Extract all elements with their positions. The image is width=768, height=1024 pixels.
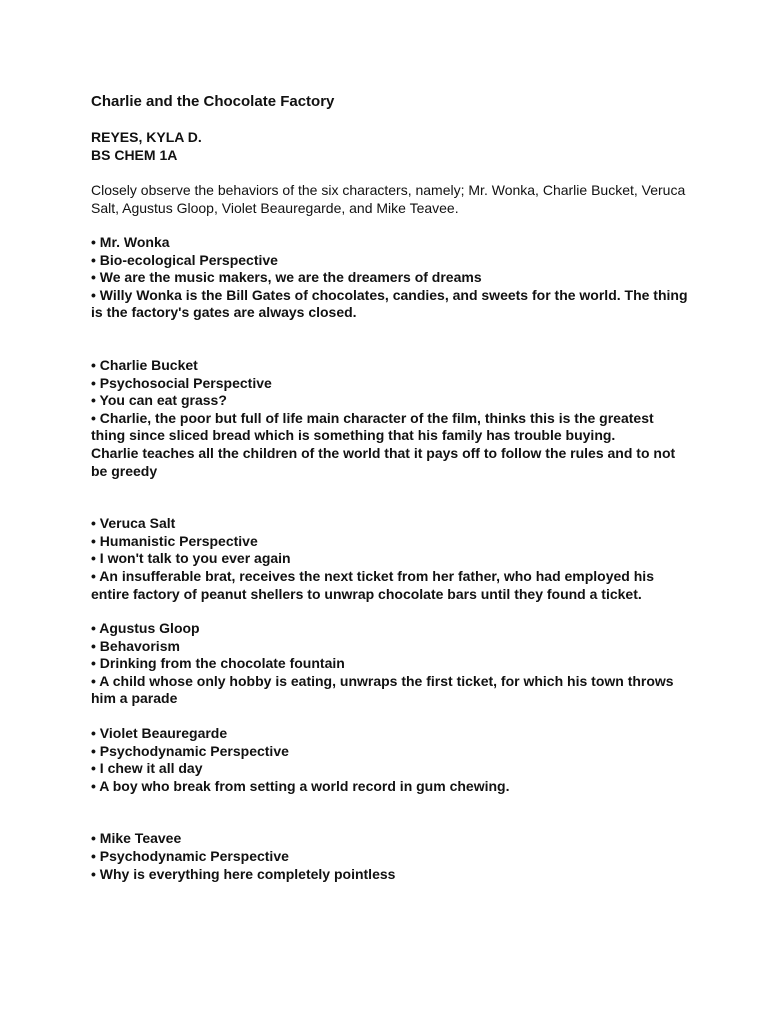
character-quote: • Why is everything here completely pointless: [91, 865, 396, 882]
section-spacer: [91, 603, 691, 620]
section-violet-beauregarde: [91, 725, 691, 795]
character-extra: Charlie teaches all the children of the world that it pays off to follow the rules and to not be greedy: [91, 444, 676, 479]
character-perspective: • Psychodynamic Perspective: [91, 848, 289, 865]
character-description: • An insufferable brat, receives the next ticket from her father, who had employed his entire factory of peanut shellers to unwrap chocolate bars until they found a ticket.: [91, 567, 654, 602]
character-perspective: • Behavorism: [91, 637, 180, 654]
character-name: • Mike Teavee: [91, 830, 182, 847]
character-quote: • I chew it all day: [91, 760, 203, 777]
character-description: • Charlie, the poor but full of life main character of the film, thinks this is the greatest thing since sliced bread which is something that his family has trouble buying.: [91, 409, 654, 444]
character-name: • Charlie Bucket: [91, 356, 198, 373]
character-perspective: • Bio-ecological Perspective: [91, 251, 278, 268]
character-quote: • We are the music makers, we are the dreamers of dreams: [91, 269, 482, 286]
document-title: Charlie and the Chocolate Factory: [91, 93, 335, 110]
course-name: BS CHEM 1A: [91, 147, 178, 163]
document-content: [91, 93, 691, 883]
intro-paragraph: Closely observe the behaviors of the six characters, namely; Mr. Wonka, Charlie Bucket, Veruca Salt, Agustus Gloop, Violet Beauregarde, and Mike Teavee.: [91, 182, 686, 216]
section-agustus-gloop: [91, 620, 691, 708]
character-name: • Agustus Gloop: [91, 620, 200, 637]
character-perspective: • Humanistic Perspective: [91, 532, 258, 549]
author-block: [91, 128, 691, 164]
character-perspective: • Psychodynamic Perspective: [91, 742, 289, 759]
character-quote: • Drinking from the chocolate fountain: [91, 655, 345, 672]
character-description: • A boy who break from setting a world record in gum chewing.: [91, 777, 510, 794]
author-name: REYES, KYLA D.: [91, 129, 202, 145]
section-spacer: [91, 795, 691, 830]
character-perspective: • Psychosocial Perspective: [91, 374, 272, 391]
character-quote: • I won't talk to you ever again: [91, 550, 291, 567]
character-description: • A child whose only hobby is eating, unwraps the first ticket, for which his town throws him a parade: [91, 672, 674, 707]
character-name: • Violet Beauregarde: [91, 725, 228, 742]
section-spacer: [91, 322, 691, 357]
character-quote: • You can eat grass?: [91, 392, 227, 409]
character-description: • Willy Wonka is the Bill Gates of chocolates, candies, and sweets for the world. The thing is the factory's gates are always closed.: [91, 286, 688, 321]
character-name: • Veruca Salt: [91, 515, 176, 532]
section-spacer: [91, 480, 691, 515]
section-mr-wonka: [91, 234, 691, 322]
section-charlie-bucket: [91, 357, 691, 480]
section-spacer: [91, 708, 691, 725]
section-mike-teavee: [91, 830, 691, 883]
character-name: • Mr. Wonka: [91, 234, 170, 250]
section-veruca-salt: [91, 515, 691, 603]
